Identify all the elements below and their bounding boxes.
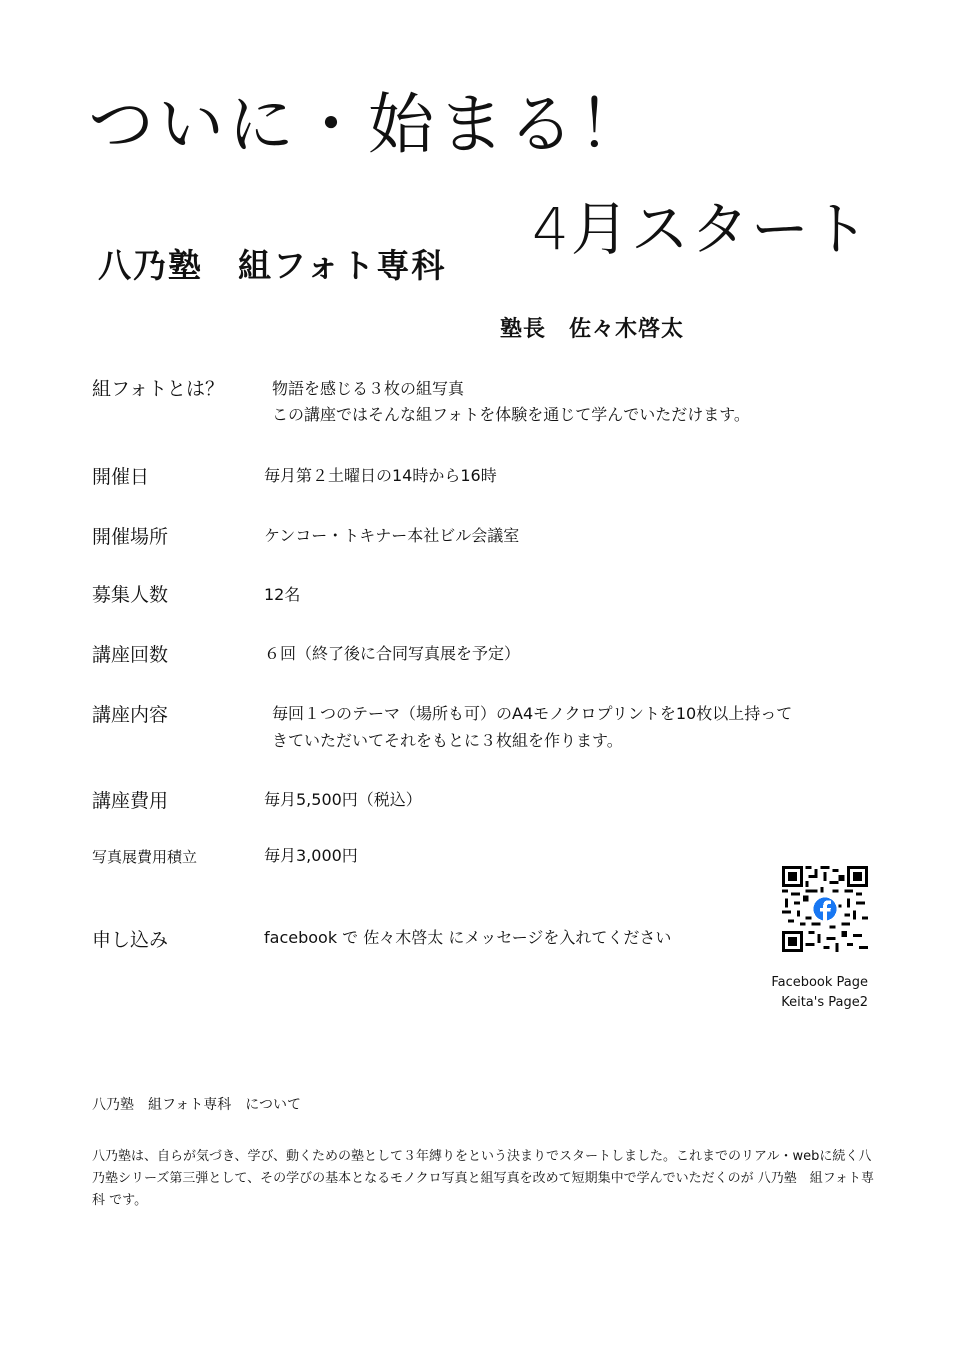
facebook-icon (811, 895, 838, 922)
row-label-capacity: 募集人数 (92, 584, 169, 606)
row-label-exhibit: 写真展費用積立 (92, 848, 198, 866)
row-label-sessions: 講座回数 (92, 644, 169, 666)
row-label-venue: 開催場所 (92, 526, 169, 548)
start-announcement: 4月スタート (532, 195, 871, 263)
row-value-exhibit: 毎月3,000円 (264, 846, 358, 865)
row-value-capacity: 12名 (264, 585, 301, 604)
qr-caption-line2: Keita's Page2 (781, 995, 868, 1010)
row-value-what-2: この講座ではそんな組フォトを体験を通じて学んでいただけます。 (272, 405, 750, 424)
row-label-apply: 申し込み (92, 929, 169, 951)
row-value-apply: facebook で 佐々木啓太 にメッセージを入れてください (264, 928, 672, 947)
row-value-fee: 毎月5,500円（税込） (264, 790, 422, 809)
qr-caption-line1: Facebook Page (771, 975, 868, 990)
head-teacher: 塾長 佐々木啓太 (500, 316, 685, 342)
row-value-content-2: きていただいてそれをもとに３枚組を作ります。 (272, 731, 623, 750)
row-label-content: 講座内容 (92, 704, 169, 726)
row-label-what: 組フォトとは？ (92, 378, 225, 400)
row-label-fee: 講座費用 (92, 790, 169, 812)
row-value-venue: ケンコー・トキナー本社ビル会議室 (264, 526, 520, 545)
headline: ついに・始まる！ (88, 86, 648, 163)
row-value-content-1: 毎回１つのテーマ（場所も可）のA4モノクロプリントを10枚以上持って (272, 704, 793, 723)
qr-code[interactable] (782, 866, 868, 952)
about-title: 八乃塾 組フォト専科 について (92, 1097, 302, 1113)
about-body: 八乃塾は、自らが気づき、学び、動くための塾として３年縛りをという決まりでスタートしました。これまでのリアル・webに続く八乃塾シリーズ第三弾として、その学びの基本となるモノクロ写真と組写真を改めて短期集中で学んでいただくのが 八乃塾 組フォト専科 です。 (92, 1149, 875, 1208)
course-title: 八乃塾 組フォト専科 (98, 246, 447, 285)
row-value-date: 毎月第２土曜日の14時から16時 (264, 466, 497, 485)
row-value-sessions: ６回（終了後に合同写真展を予定） (264, 644, 521, 663)
row-value-what-1: 物語を感じる３枚の組写真 (272, 379, 465, 398)
row-label-date: 開催日 (92, 466, 150, 488)
